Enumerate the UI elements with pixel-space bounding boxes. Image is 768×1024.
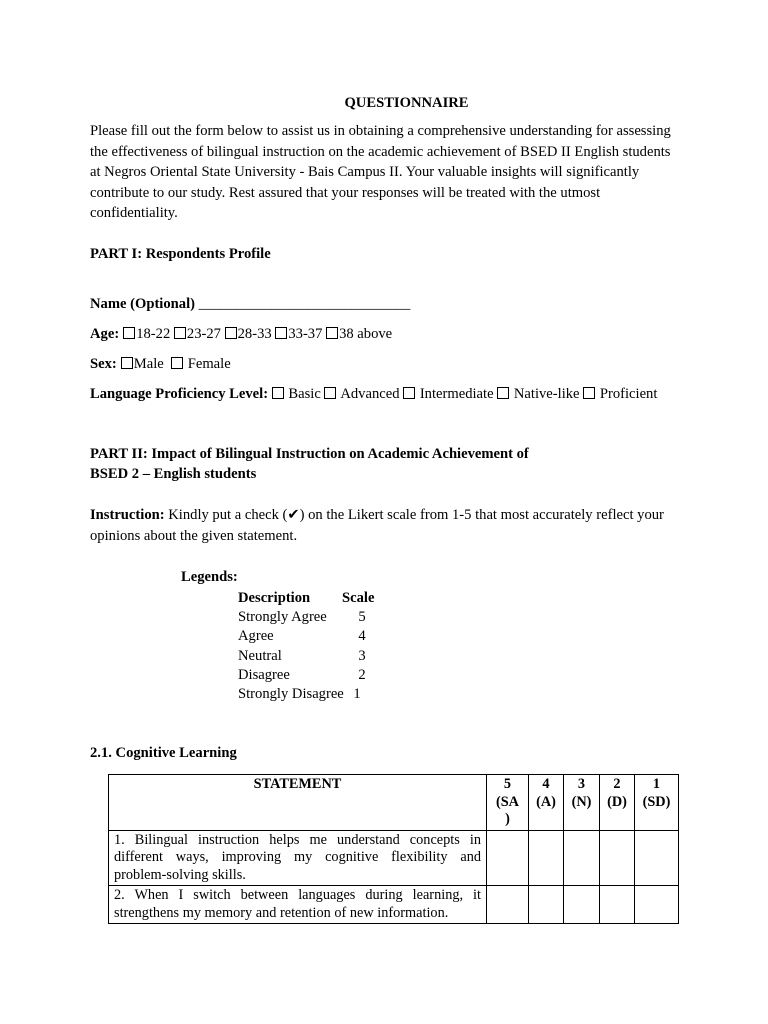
part2-heading-line1: PART II: Impact of Bilingual Instruction on Academic Achievement of: [90, 446, 529, 462]
scale-header-5: [487, 775, 529, 831]
rating-cell-5[interactable]: [487, 830, 529, 886]
statement-header: STATEMENT: [109, 775, 487, 831]
statement-cell: 1. Bilingual instruction helps me understand concepts in different ways, improving my cognitive flexibility and problem-solving skills.: [109, 830, 487, 886]
legend-description: Strongly Agree: [238, 609, 327, 626]
sex-label: Sex:: [90, 356, 117, 372]
table-row: [109, 886, 679, 924]
rating-cell-3[interactable]: [564, 830, 600, 886]
sex-row: [90, 354, 231, 375]
lang-native-like-checkbox[interactable]: [497, 387, 509, 399]
age-option-label: 18-22: [136, 326, 171, 342]
legend-description: Strongly Disagree: [238, 685, 344, 702]
age-option-label: 23-27: [186, 326, 221, 342]
scale-header-1: [635, 775, 679, 831]
age-row: [90, 324, 392, 345]
age-28-33-checkbox[interactable]: [225, 327, 237, 339]
intro-paragraph: Please fill out the form below to assist us in obtaining a comprehensive understanding for assessing the effectiveness of bilingual instruction on the academic achievement of BSED II English students at Negros Oriental State University - Bais Campus II. Your valuable insights will significantly contribute to our study. Rest assured that your responses will be treated with the utmost confidentiality.: [90, 123, 671, 221]
legends-header-row: [238, 589, 375, 608]
legends-title: Legends:: [181, 569, 238, 585]
rating-cell-4[interactable]: [529, 886, 564, 924]
legend-row: [238, 685, 361, 704]
scale-header-num: 3: [577, 776, 586, 792]
rating-cell-4[interactable]: [529, 830, 564, 886]
sex-male-checkbox[interactable]: [121, 357, 133, 369]
scale-header-abbr-tail: ): [505, 811, 510, 827]
rating-cell-1[interactable]: [635, 830, 679, 886]
rating-cell-5[interactable]: [487, 886, 529, 924]
age-23-27-checkbox[interactable]: [174, 327, 186, 339]
statement-cell: 2. When I switch between languages during learning, it strengthens my memory and retention of new information.: [109, 886, 487, 924]
legend-scale-header: Scale: [342, 590, 375, 606]
name-field[interactable]: _____________________________: [198, 296, 411, 312]
scale-header-4: [529, 775, 564, 831]
instruction-label: Instruction:: [90, 507, 165, 523]
legend-row: [238, 608, 366, 627]
table-header-row: [109, 775, 679, 831]
page-title: QUESTIONNAIRE: [344, 95, 469, 111]
legend-description: Disagree: [238, 666, 290, 683]
lang-advanced-checkbox[interactable]: [324, 387, 336, 399]
scale-header-abbr: (N): [571, 793, 592, 810]
age-18-22-checkbox[interactable]: [123, 327, 135, 339]
lang-option-label: Native-like: [513, 386, 580, 402]
lang-option-label: Basic: [288, 386, 321, 402]
age-38-above-checkbox[interactable]: [326, 327, 338, 339]
sex-option-label: Male: [133, 356, 164, 372]
lang-proficient-checkbox[interactable]: [583, 387, 595, 399]
legend-scale: 3: [358, 647, 366, 664]
section-heading-cognitive-learning: 2.1. Cognitive Learning: [90, 745, 237, 761]
lang-option-label: Advanced: [340, 386, 400, 402]
scale-header-num: 4: [542, 776, 550, 792]
legend-scale: 2: [358, 666, 366, 683]
age-option-label: 38 above: [339, 326, 393, 342]
legend-description-header: Description: [238, 590, 311, 606]
lang-option-label: Intermediate: [419, 386, 494, 402]
rating-cell-2[interactable]: [600, 886, 635, 924]
language-proficiency-row: [90, 384, 657, 405]
part2-heading-line2: BSED 2 – English students: [90, 466, 257, 482]
age-label: Age:: [90, 326, 120, 342]
legend-scale: 5: [358, 609, 366, 626]
legends-table: [238, 589, 375, 704]
legend-scale: 1: [353, 685, 361, 702]
scale-header-abbr: (SD): [642, 793, 671, 810]
rating-cell-1[interactable]: [635, 886, 679, 924]
age-33-37-checkbox[interactable]: [275, 327, 287, 339]
scale-header-abbr: (SA: [495, 793, 520, 810]
legend-row: [238, 647, 366, 666]
cognitive-learning-table: [108, 774, 679, 924]
scale-header-num: 5: [503, 776, 512, 792]
scale-header-abbr: (A): [536, 793, 556, 810]
scale-header-num: 2: [613, 776, 621, 792]
age-option-label: 33-37: [288, 326, 323, 342]
rating-cell-2[interactable]: [600, 830, 635, 886]
sex-option-label: Female: [187, 356, 231, 372]
age-option-label: 28-33: [237, 326, 272, 342]
legend-scale: 4: [358, 628, 366, 645]
legend-row: [238, 627, 366, 646]
legend-description: Neutral: [238, 647, 282, 664]
instruction-paragraph: [90, 505, 670, 546]
lang-basic-checkbox[interactable]: [272, 387, 284, 399]
part1-heading: PART I: Respondents Profile: [90, 246, 271, 262]
scale-header-3: [564, 775, 600, 831]
legend-row: [238, 666, 366, 685]
name-field-row: [90, 294, 410, 315]
sex-female-checkbox[interactable]: [171, 357, 183, 369]
rating-cell-3[interactable]: [564, 886, 600, 924]
language-proficiency-label: Language Proficiency Level:: [90, 386, 269, 402]
table-row: [109, 830, 679, 886]
legend-description: Agree: [238, 628, 274, 645]
lang-option-label: Proficient: [599, 386, 658, 402]
instruction-text: Kindly put a check (✔) on the Likert scale from 1-5 that most accurately reflect your opinions about the given statement.: [90, 507, 664, 544]
scale-header-abbr: (D): [607, 793, 627, 810]
name-label: Name (Optional): [90, 296, 195, 312]
lang-intermediate-checkbox[interactable]: [403, 387, 415, 399]
scale-header-num: 1: [652, 776, 661, 792]
scale-header-2: [600, 775, 635, 831]
